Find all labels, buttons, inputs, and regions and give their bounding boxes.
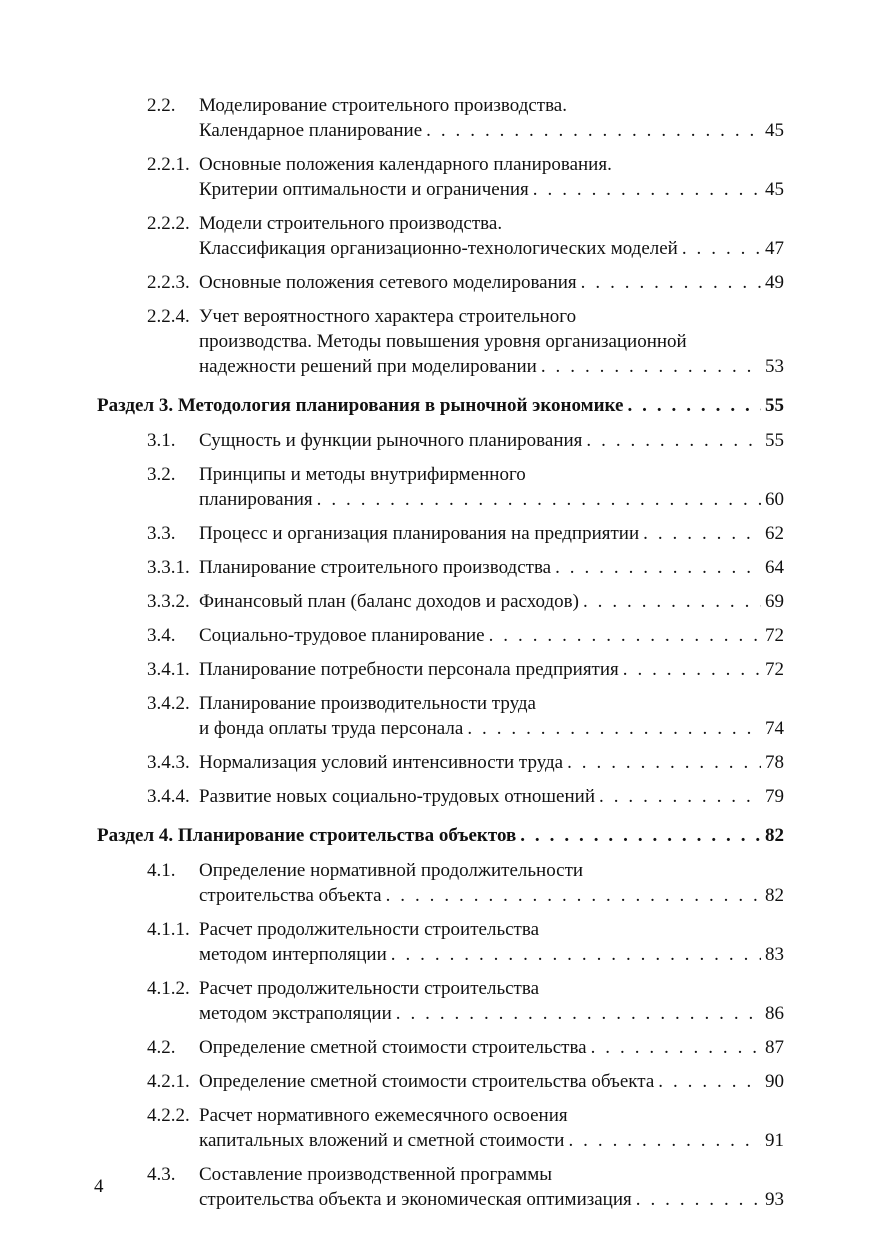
toc-entry[interactable] xyxy=(0,1069,875,1094)
toc-entry[interactable] xyxy=(0,462,875,512)
toc-entry-page: 74 xyxy=(765,718,784,739)
toc-entry-page: 82 xyxy=(765,825,784,846)
toc-entry[interactable] xyxy=(0,211,875,261)
toc-entry[interactable] xyxy=(0,750,875,775)
toc-entry-title-line: Расчет продолжительности строительства xyxy=(199,978,539,999)
dot-leader xyxy=(658,1069,761,1094)
dot-leader xyxy=(586,428,761,453)
toc-entry-title-line: методом экстраполяции xyxy=(199,1003,392,1024)
toc-entry-page: 45 xyxy=(765,179,784,200)
toc-entry-number: 2.2.2. xyxy=(147,213,190,234)
dot-leader xyxy=(623,657,761,682)
toc-entry-page: 72 xyxy=(765,659,784,680)
toc-entry-title-line: Основные положения сетевого моделирования xyxy=(199,272,577,293)
toc-entry-page: 82 xyxy=(765,885,784,906)
toc-entry-title-line: Определение нормативной продолжительности xyxy=(199,860,584,881)
toc-entry[interactable] xyxy=(0,152,875,202)
toc-entry-number: 2.2.3. xyxy=(147,272,190,293)
dot-leader xyxy=(591,1035,761,1060)
toc-entry-title-line: Раздел 3. Методология планирования в рыночной экономике xyxy=(97,395,624,416)
toc-entry-title-line: Раздел 4. Планирование строительства объектов xyxy=(97,825,517,846)
toc-entry-number: 3.4. xyxy=(147,625,176,646)
toc-entry-title-line: Определение сметной стоимости строительства xyxy=(199,1037,587,1058)
toc-entry-title-line: Нормализация условий интенсивности труда xyxy=(199,752,564,773)
toc-entry[interactable] xyxy=(0,623,875,648)
dot-leader xyxy=(568,1128,761,1153)
dot-leader xyxy=(520,823,761,848)
toc-entry-title-line: Основные положения календарного планирования. xyxy=(199,154,612,175)
toc-entry[interactable] xyxy=(0,428,875,453)
dot-leader xyxy=(396,1001,761,1026)
dot-leader xyxy=(386,883,761,908)
dot-leader xyxy=(541,354,761,379)
dot-leader xyxy=(467,716,761,741)
toc-entry-title-line: методом интерполяции xyxy=(199,944,387,965)
toc-entry-page: 78 xyxy=(765,752,784,773)
toc-entry-title-line: Критерии оптимальности и ограничения xyxy=(199,179,529,200)
toc-entry-page: 87 xyxy=(765,1037,784,1058)
toc-entry-number: 4.2.2. xyxy=(147,1105,190,1126)
toc-entry-title-line: Составление производственной программы xyxy=(199,1164,552,1185)
toc-section-heading[interactable] xyxy=(0,393,875,418)
dot-leader xyxy=(583,589,761,614)
toc-entry-page: 86 xyxy=(765,1003,784,1024)
toc-entry-title-line: строительства объекта и экономическая оптимизация xyxy=(199,1189,632,1210)
toc-entry-title-line: надежности решений при моделировании xyxy=(199,356,537,377)
dot-leader xyxy=(555,555,761,580)
dot-leader xyxy=(627,393,761,418)
toc-entry-number: 4.2. xyxy=(147,1037,176,1058)
toc-entry-page: 72 xyxy=(765,625,784,646)
toc-entry-title-line: Развитие новых социально-трудовых отношений xyxy=(199,786,595,807)
toc-entry-number: 2.2.4. xyxy=(147,306,190,327)
dot-leader xyxy=(581,270,761,295)
toc-entry-number: 3.2. xyxy=(147,464,176,485)
toc-entry-title-line: Календарное планирование xyxy=(199,120,423,141)
table-of-contents xyxy=(0,93,875,1221)
toc-entry-number: 3.3.2. xyxy=(147,591,190,612)
page-number: 4 xyxy=(94,1176,104,1197)
toc-entry-number: 4.1.1. xyxy=(147,919,190,940)
dot-leader xyxy=(317,487,761,512)
toc-entry-title-line: Планирование строительного производства xyxy=(199,557,552,578)
toc-entry[interactable] xyxy=(0,976,875,1026)
toc-entry-title-line: Принципы и методы внутрифирменного xyxy=(199,464,526,485)
toc-entry-number: 3.4.4. xyxy=(147,786,190,807)
toc-entry[interactable] xyxy=(0,917,875,967)
toc-entry-number: 3.4.3. xyxy=(147,752,190,773)
toc-entry-title-line: Расчет нормативного ежемесячного освоения xyxy=(199,1105,568,1126)
toc-entry-number: 3.3. xyxy=(147,523,176,544)
toc-entry-number: 4.2.1. xyxy=(147,1071,190,1092)
toc-entry-number: 4.1.2. xyxy=(147,978,190,999)
toc-entry-page: 64 xyxy=(765,557,784,578)
toc-entry-title-line: Процесс и организация планирования на предприятии xyxy=(199,523,640,544)
toc-entry[interactable] xyxy=(0,521,875,546)
toc-entry-title-line: Сущность и функции рыночного планирования xyxy=(199,430,583,451)
toc-entry-title-line: и фонда оплаты труда персонала xyxy=(199,718,464,739)
toc-entry[interactable] xyxy=(0,304,875,379)
toc-entry-number: 3.4.2. xyxy=(147,693,190,714)
toc-entry-number: 3.3.1. xyxy=(147,557,190,578)
toc-entry-number: 4.3. xyxy=(147,1164,176,1185)
toc-entry-title-line: Классификация организационно-технологических моделей xyxy=(199,238,678,259)
toc-entry-title-line: Моделирование строительного производства. xyxy=(199,95,567,116)
toc-entry[interactable] xyxy=(0,657,875,682)
toc-entry-page: 55 xyxy=(765,395,784,416)
toc-entry-number: 4.1. xyxy=(147,860,176,881)
toc-entry-title-line: Планирование производительности труда xyxy=(199,693,536,714)
toc-entry[interactable] xyxy=(0,555,875,580)
toc-entry-page: 53 xyxy=(765,356,784,377)
toc-entry-number: 3.4.1. xyxy=(147,659,190,680)
toc-entry-number: 2.2.1. xyxy=(147,154,190,175)
toc-entry-title-line: производства. Методы повышения уровня организационной xyxy=(199,331,687,352)
toc-entry[interactable] xyxy=(0,1162,875,1212)
toc-entry-page: 62 xyxy=(765,523,784,544)
toc-entry-page: 49 xyxy=(765,272,784,293)
toc-section-heading[interactable] xyxy=(0,823,875,848)
toc-entry-title-line: капитальных вложений и сметной стоимости xyxy=(199,1130,565,1151)
toc-entry-page: 90 xyxy=(765,1071,784,1092)
toc-entry-page: 91 xyxy=(765,1130,784,1151)
toc-entry-title-line: Планирование потребности персонала предприятия xyxy=(199,659,619,680)
toc-entry[interactable] xyxy=(0,1103,875,1153)
toc-entry-page: 60 xyxy=(765,489,784,510)
dot-leader xyxy=(391,942,761,967)
toc-entry-page: 79 xyxy=(765,786,784,807)
toc-entry-title-line: Учет вероятностного характера строительного xyxy=(199,306,577,327)
toc-entry[interactable] xyxy=(0,691,875,741)
dot-leader xyxy=(426,118,761,143)
dot-leader xyxy=(636,1187,761,1212)
dot-leader xyxy=(599,784,761,809)
toc-entry-page: 69 xyxy=(765,591,784,612)
toc-entry-title-line: Финансовый план (баланс доходов и расходов) xyxy=(199,591,579,612)
toc-entry[interactable] xyxy=(0,784,875,809)
toc-entry-title-line: Расчет продолжительности строительства xyxy=(199,919,539,940)
toc-entry-title-line: Определение сметной стоимости строительства объекта xyxy=(199,1071,655,1092)
toc-entry-page: 93 xyxy=(765,1189,784,1210)
toc-entry-page: 45 xyxy=(765,120,784,141)
dot-leader xyxy=(643,521,761,546)
toc-entry-title-line: Социально-трудовое планирование xyxy=(199,625,485,646)
toc-entry[interactable] xyxy=(0,93,875,143)
toc-entry[interactable] xyxy=(0,270,875,295)
dot-leader xyxy=(682,236,761,261)
toc-entry[interactable] xyxy=(0,589,875,614)
toc-entry-number: 2.2. xyxy=(147,95,176,116)
toc-entry-title-line: строительства объекта xyxy=(199,885,382,906)
toc-entry-title-line: Модели строительного производства. xyxy=(199,213,503,234)
dot-leader xyxy=(533,177,761,202)
toc-entry-page: 55 xyxy=(765,430,784,451)
toc-entry-page: 47 xyxy=(765,238,784,259)
dot-leader xyxy=(567,750,761,775)
toc-entry[interactable] xyxy=(0,1035,875,1060)
dot-leader xyxy=(489,623,761,648)
toc-entry-number: 3.1. xyxy=(147,430,176,451)
toc-entry[interactable] xyxy=(0,858,875,908)
toc-entry-page: 83 xyxy=(765,944,784,965)
toc-entry-title-line: планирования xyxy=(199,489,313,510)
